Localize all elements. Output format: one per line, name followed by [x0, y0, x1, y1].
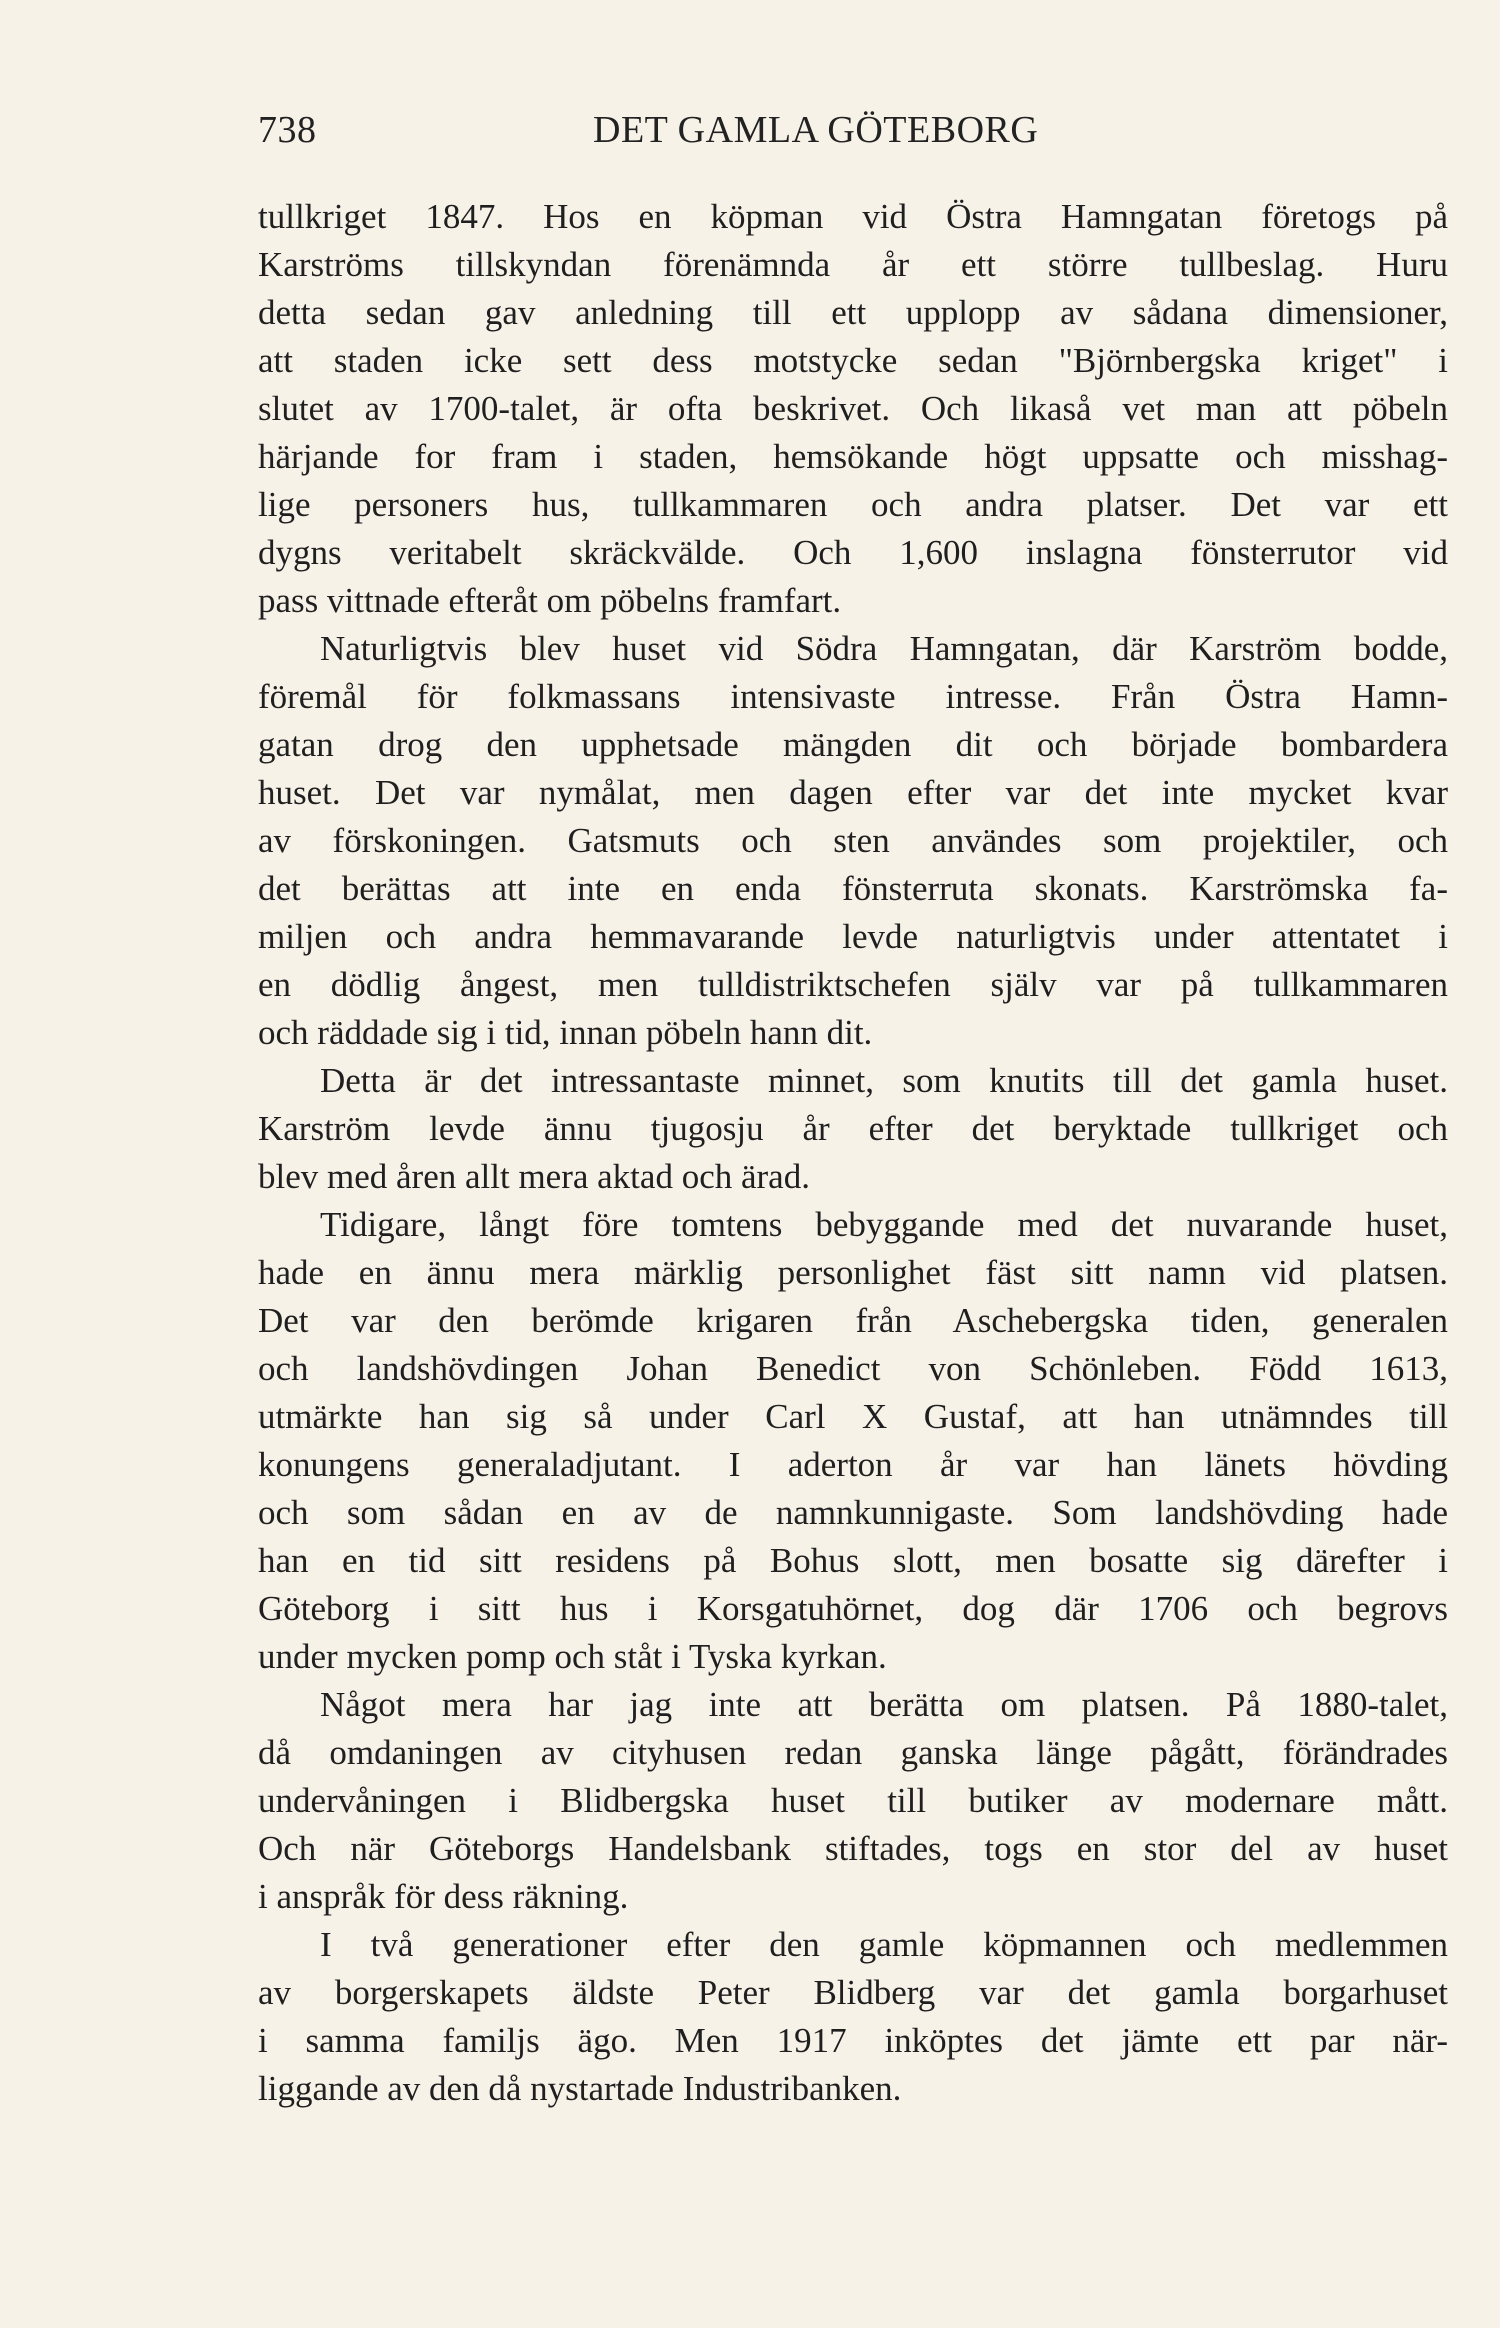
text-line: Naturligtvis blev huset vid Södra Hamngatan, där Karström bodde, — [320, 629, 1448, 668]
text-line: Det var den berömde krigaren från Aschebergska tiden, generalen — [258, 1301, 1448, 1340]
text-line: utmärkte han sig så under Carl X Gustaf, att han utnämndes till — [258, 1397, 1448, 1436]
running-title: DET GAMLA GÖTEBORG — [593, 109, 1039, 151]
text-line: under mycken pomp och ståt i Tyska kyrkan. — [258, 1637, 887, 1676]
text-line: han en tid sitt residens på Bohus slott, men bosatte sig därefter i — [258, 1541, 1448, 1580]
text-line: härjande for fram i staden, hemsökande högt uppsatte och misshag- — [258, 437, 1448, 476]
text-line: Karströms tillskyndan förenämnda år ett större tullbeslag. Huru — [258, 245, 1448, 284]
text-line: av förskoningen. Gatsmuts och sten användes som projektiler, och — [258, 821, 1448, 860]
text-line: föremål för folkmassans intensivaste intresse. Från Östra Hamn- — [258, 677, 1448, 716]
text-line: Tidigare, långt före tomtens bebyggande med det nuvarande huset, — [320, 1205, 1448, 1244]
text-line: i samma familjs ägo. Men 1917 inköptes det jämte ett par när- — [258, 2021, 1448, 2060]
text-line: då omdaningen av cityhusen redan ganska länge pågått, förändrades — [258, 1733, 1448, 1772]
page-header — [258, 108, 1458, 168]
text-line: slutet av 1700-talet, är ofta beskrivet. Och likaså vet man att pöbeln — [258, 389, 1448, 428]
text-line: det berättas att inte en enda fönsterruta skonats. Karströmska fa- — [258, 869, 1448, 908]
text-line: miljen och andra hemmavarande levde naturligtvis under attentatet i — [258, 917, 1448, 956]
text-line: detta sedan gav anledning till ett upplopp av sådana dimensioner, — [258, 293, 1448, 332]
page-number: 738 — [258, 109, 317, 151]
text-line: och räddade sig i tid, innan pöbeln hann dit. — [258, 1013, 873, 1052]
body-text — [258, 193, 1448, 2113]
text-line: Göteborg i sitt hus i Korsgatuhörnet, dog där 1706 och begrovs — [258, 1589, 1448, 1628]
text-line: och landshövdingen Johan Benedict von Schönleben. Född 1613, — [258, 1349, 1448, 1388]
text-line: I två generationer efter den gamle köpmannen och medlemmen — [320, 1925, 1448, 1964]
text-line: lige personers hus, tullkammaren och andra platser. Det var ett — [258, 485, 1448, 524]
text-line: i anspråk för dess räkning. — [258, 1877, 629, 1916]
text-line: en dödlig ångest, men tulldistriktschefen själv var på tullkammaren — [258, 965, 1448, 1004]
text-line: Och när Göteborgs Handelsbank stiftades, togs en stor del av huset — [258, 1829, 1448, 1868]
text-line: och som sådan en av de namnkunnigaste. Som landshövding hade — [258, 1493, 1448, 1532]
text-line: pass vittnade efteråt om pöbelns framfart. — [258, 581, 842, 620]
text-line: dygns veritabelt skräckvälde. Och 1,600 inslagna fönsterrutor vid — [258, 533, 1448, 572]
text-line: gatan drog den upphetsade mängden dit och började bombardera — [258, 725, 1448, 764]
text-line: konungens generaladjutant. I aderton år var han länets hövding — [258, 1445, 1448, 1484]
text-line: Något mera har jag inte att berätta om platsen. På 1880-talet, — [320, 1685, 1448, 1724]
text-line: undervåningen i Blidbergska huset till butiker av modernare mått. — [258, 1781, 1448, 1820]
text-line: tullkriget 1847. Hos en köpman vid Östra Hamngatan företogs på — [258, 197, 1448, 236]
text-line: blev med åren allt mera aktad och ärad. — [258, 1157, 810, 1196]
text-line: huset. Det var nymålat, men dagen efter var det inte mycket kvar — [258, 773, 1448, 812]
text-line: Karström levde ännu tjugosju år efter det beryktade tullkriget och — [258, 1109, 1448, 1148]
text-line: hade en ännu mera märklig personlighet fäst sitt namn vid platsen. — [258, 1253, 1448, 1292]
text-line: av borgerskapets äldste Peter Blidberg var det gamla borgarhuset — [258, 1973, 1448, 2012]
text-line: att staden icke sett dess motstycke sedan "Björnbergska kriget" i — [258, 341, 1448, 380]
text-line: Detta är det intressantaste minnet, som knutits till det gamla huset. — [320, 1061, 1448, 1100]
text-line: liggande av den då nystartade Industribanken. — [258, 2069, 902, 2108]
